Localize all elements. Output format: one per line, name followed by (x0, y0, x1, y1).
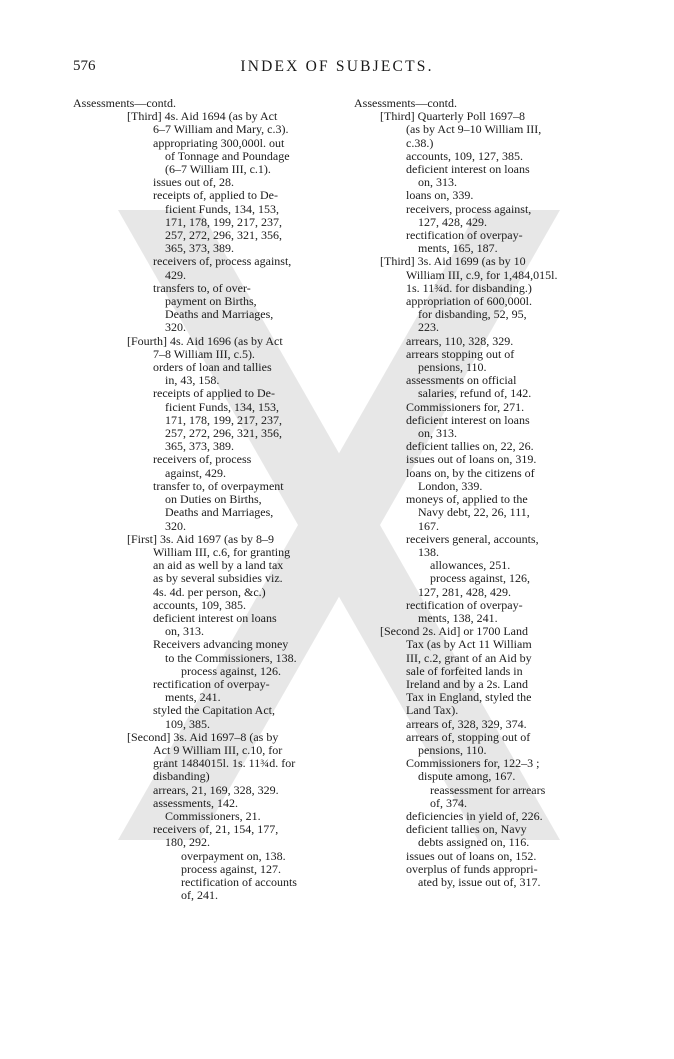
index-line: Commissioners, 21. (165, 808, 261, 823)
index-line: Commissioners for, 271. (406, 399, 525, 414)
index-line: 223. (418, 320, 439, 335)
index-line: Tax in England, styled the (406, 690, 532, 705)
index-line: 171, 178, 199, 217, 237, (165, 214, 282, 229)
left-column (73, 97, 331, 902)
index-line: [Fourth] 4s. Aid 1696 (as by Act (127, 333, 283, 348)
index-line: appropriation of 600,000l. (406, 294, 532, 309)
index-line: ficient Funds, 134, 153, (165, 201, 279, 216)
index-line: issues out of loans on, 152. (406, 848, 537, 863)
index-line: payment on Births, (165, 294, 257, 309)
left-entries (73, 110, 331, 902)
index-line: ments, 165, 187. (418, 241, 498, 256)
index-line: Deaths and Marriages, (165, 505, 274, 520)
index-line: 320. (165, 320, 186, 335)
index-line: loans on, 339. (406, 188, 474, 203)
index-line: for disbanding, 52, 95, (418, 307, 527, 322)
index-line: styled the Capitation Act, (153, 703, 275, 718)
index-line: Ireland and by a 2s. Land (406, 676, 528, 691)
index-line: 257, 272, 296, 321, 356, (165, 426, 282, 441)
index-line: of Tonnage and Poundage (165, 148, 290, 163)
index-line: ments, 241. (165, 690, 221, 705)
index-line: process against, 126. (181, 663, 281, 678)
index-line: III, c.2, grant of an Aid by (406, 650, 532, 665)
column-heading: Assessments—contd. (73, 96, 176, 110)
index-line: grant 1484015l. 1s. 11¾d. for (153, 756, 296, 771)
index-line: loans on, by the citizens of (406, 465, 535, 480)
index-line: ments, 138, 241. (418, 610, 498, 625)
index-line: deficient interest on loans (406, 162, 530, 177)
index-line: receipts of applied to De- (153, 386, 275, 401)
right-column (354, 97, 612, 889)
index-line: an aid as well by a land tax (153, 558, 284, 573)
index-line: of, 241. (181, 888, 218, 903)
page-number: 576 (73, 58, 96, 74)
right-entries (354, 110, 612, 889)
index-line: [Second 2s. Aid] or 1700 Land (380, 624, 528, 639)
index-line: appropriating 300,000l. out (153, 135, 285, 150)
index-line: William III, c.6, for granting (153, 544, 291, 559)
index-line: Deaths and Marriages, (165, 307, 274, 322)
index-line: 1s. 11¾d. for disbanding.) (406, 280, 532, 295)
index-line: on, 313. (165, 624, 204, 639)
index-line: arrears of, 328, 329, 374. (406, 716, 527, 731)
index-line: salaries, refund of, 142. (418, 386, 532, 401)
index-line: Land Tax). (406, 703, 459, 718)
index-line: to the Commissioners, 138. (165, 650, 297, 665)
index-line: 429. (165, 267, 186, 282)
index-line: [Third] 4s. Aid 1694 (as by Act (127, 109, 278, 124)
index-line: 365, 373, 389. (165, 439, 234, 454)
index-line: transfer to, of overpayment (153, 478, 284, 493)
index-line: deficient tallies on, Navy (406, 822, 527, 837)
index-line: pensions, 110. (418, 742, 487, 757)
index-line: ficient Funds, 134, 153, (165, 399, 279, 414)
index-line: overplus of funds appropri- (406, 861, 538, 876)
index-line: in, 43, 158. (165, 373, 220, 388)
index-line: accounts, 109, 127, 385. (406, 148, 523, 163)
index-line: rectification of accounts (181, 874, 297, 889)
index-line: 7–8 William III, c.5). (153, 346, 255, 361)
index-line: 138. (418, 544, 439, 559)
index-line: 127, 281, 428, 429. (418, 584, 511, 599)
index-line: on, 313. (418, 175, 457, 190)
index-line: receivers general, accounts, (406, 531, 539, 546)
index-line: Act 9 William III, c.10, for (153, 742, 283, 757)
index-line: arrears of, stopping out of (406, 729, 531, 744)
index-line: ated by, issue out of, 317. (418, 874, 541, 889)
index-line: debts assigned on, 116. (418, 835, 530, 850)
index-line: Tax (as by Act 11 William (406, 637, 532, 652)
index-line: of, 374. (430, 795, 467, 810)
index-line: arrears, 110, 328, 329. (406, 333, 514, 348)
index-line: receivers of, 21, 154, 177, (153, 822, 279, 837)
index-line: 127, 428, 429. (418, 214, 487, 229)
index-line: issues out of, 28. (153, 175, 234, 190)
index-line: deficiencies in yield of, 226. (406, 808, 543, 823)
index-line: disbanding) (153, 769, 210, 784)
index-line: allowances, 251. (430, 558, 511, 573)
index-line: [Third] Quarterly Poll 1697–8 (380, 109, 525, 124)
index-line: [First] 3s. Aid 1697 (as by 8–9 (127, 531, 274, 546)
index-line: process against, 126, (430, 571, 530, 586)
index-line: rectification of overpay- (406, 597, 523, 612)
index-line: assessments, 142. (153, 795, 238, 810)
index-line: receipts of, applied to De- (153, 188, 278, 203)
index-line: on Duties on Births, (165, 492, 262, 507)
index-line: overpayment on, 138. (181, 848, 286, 863)
index-line: 109, 385. (165, 716, 210, 731)
index-line: moneys of, applied to the (406, 492, 528, 507)
index-line: deficient interest on loans (153, 610, 277, 625)
index-line: process against, 127. (181, 861, 281, 876)
index-line: 6–7 William and Mary, c.3). (153, 122, 289, 137)
index-line: Receivers advancing money (153, 637, 289, 652)
index-line: rectification of overpay- (406, 228, 523, 243)
running-title: INDEX OF SUBJECTS. (240, 58, 434, 75)
index-line: on, 313. (418, 426, 457, 441)
index-line: accounts, 109, 385. (153, 597, 246, 612)
index-line: 4s. 4d. per person, &c.) (153, 584, 266, 599)
index-line: 171, 178, 199, 217, 237, (165, 412, 282, 427)
index-line: [Third] 3s. Aid 1699 (as by 10 (380, 254, 526, 269)
index-line: rectification of overpay- (153, 676, 270, 691)
index-line: [Second] 3s. Aid 1697–8 (as by (127, 729, 279, 744)
index-line: orders of loan and tallies (153, 360, 272, 375)
index-line: pensions, 110. (418, 360, 487, 375)
index-line: dispute among, 167. (418, 769, 516, 784)
index-line: as by several subsidies viz. (153, 571, 283, 586)
index-line: receivers, process against, (406, 201, 532, 216)
index-line: deficient interest on loans (406, 412, 530, 427)
index-line: deficient tallies on, 22, 26. (406, 439, 534, 454)
index-line: c.38.) (406, 135, 434, 150)
index-line: receivers of, process (153, 452, 252, 467)
index-line: William III, c.9, for 1,484,015l. (406, 267, 558, 282)
index-line: arrears, 21, 169, 328, 329. (153, 782, 279, 797)
index-line: London, 339. (418, 478, 483, 493)
index-line: 365, 373, 389. (165, 241, 234, 256)
index-line: 320. (165, 518, 186, 533)
index-line: Commissioners for, 122–3 ; (406, 756, 540, 771)
index-line: assessments on official (406, 373, 517, 388)
index-line: transfers to, of over- (153, 280, 251, 295)
index-line: receivers of, process against, (153, 254, 292, 269)
index-line: sale of forfeited lands in (406, 663, 523, 678)
index-line: 180, 292. (165, 835, 210, 850)
index-line: Navy debt, 22, 26, 111, (418, 505, 530, 520)
index-line: (6–7 William III, c.1). (165, 162, 271, 177)
index-line: 257, 272, 296, 321, 356, (165, 228, 282, 243)
index-line: issues out of loans on, 319. (406, 452, 537, 467)
page-header (0, 58, 674, 82)
column-heading: Assessments—contd. (354, 96, 457, 110)
index-line: (as by Act 9–10 William III, (406, 122, 542, 137)
index-line: arrears stopping out of (406, 346, 515, 361)
index-line: 167. (418, 518, 439, 533)
index-line: against, 429. (165, 465, 226, 480)
index-line: reassessment for arrears (430, 782, 546, 797)
